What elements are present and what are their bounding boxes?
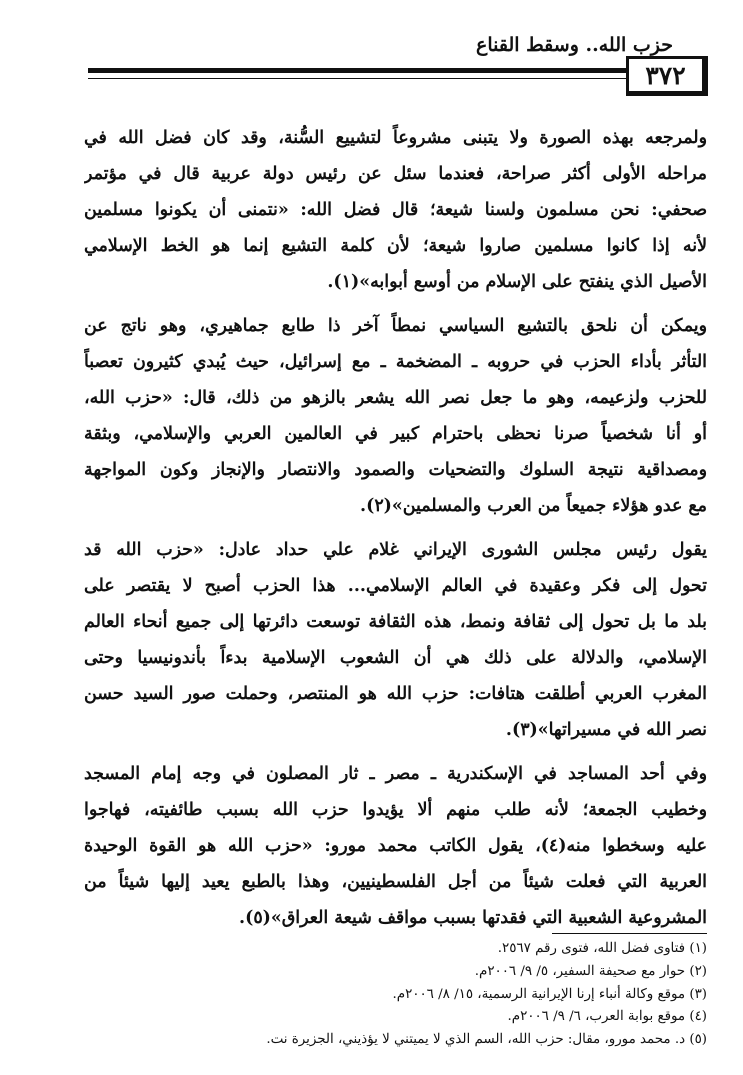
text-line: أو أنا شخصياً صرنا نحظى باحترام كبير في العالمين العربي والإسلامي، وبثقة bbox=[84, 424, 707, 444]
footnote: (١) فتاوى فضل الله، فتوى رقم ٢٥٦٧. bbox=[497, 941, 707, 956]
text-line: بلد ما بل تحول إلى ثقافة ونمط، هذه الثقافة توسعت دائرتها إلى جميع أنحاء العالم bbox=[84, 612, 707, 632]
paragraph bbox=[84, 532, 707, 748]
text-line: ولمرجعه بهذه الصورة ولا يتبنى مشروعاً لتشييع السُّنة، وقد كان فضل الله في bbox=[84, 128, 707, 148]
text-line: للحزب ولزعيمه، وهو ما جعل نصر الله يشعر بالزهو من ذلك، قال: «حزب الله، bbox=[84, 388, 707, 408]
text-line: مع عدو هؤلاء جميعاً من العرب والمسلمين»(٢). bbox=[360, 496, 707, 516]
header-rule-thick bbox=[88, 68, 626, 73]
text-line: تحول إلى فكر وعقيدة في العالم الإسلامي... هذا الحزب أصبح لا يقتصر على bbox=[84, 576, 707, 596]
running-title: حزب الله.. وسقط القناع bbox=[475, 34, 673, 56]
paragraph bbox=[84, 120, 707, 300]
text-line: نصر الله في مسيراتها»(٣). bbox=[505, 720, 707, 740]
footnote: (٥) د. محمد مورو، مقال: حزب الله، السم الذي لا يميتني لا يؤذيني، الجزيرة نت. bbox=[266, 1032, 707, 1048]
text-line: وفي أحد المساجد في الإسكندرية ـ مصر ـ ثار المصلون في وجه إمام المسجد bbox=[84, 764, 707, 784]
text-line: ويمكن أن نلحق بالتشيع السياسي نمطاً آخر ذا طابع جماهيري، وهو ناتج عن bbox=[84, 316, 707, 336]
footnote: (٢) حوار مع صحيفة السفير، ٥/ ٩/ ٢٠٠٦م. bbox=[474, 963, 707, 979]
text-line: لأنه إذا كانوا مسلمين صاروا شيعة؛ لأن كلمة التشيع إنما هو الخط الإسلامي bbox=[84, 236, 707, 256]
footnotes bbox=[150, 938, 707, 1052]
text-line: يقول رئيس مجلس الشورى الإيراني غلام علي حداد عادل: «حزب الله قد bbox=[84, 540, 707, 560]
text-line: الإسلامي، والدلالة على ذلك هي أن الشعوب الإسلامية بدءاً بأندونيسيا وحتى bbox=[84, 648, 707, 668]
header-rule-thin bbox=[88, 78, 626, 79]
text-line: العربية التي فعلت شيئاً من أجل الفلسطينيين، وهذا بالطبع يعيد إليها شيئاً من bbox=[84, 872, 707, 892]
text-line: صحفي: نحن مسلمون ولسنا شيعة؛ قال فضل الله: «نتمنى أن يكونوا مسلمين bbox=[84, 200, 707, 220]
text-line: المشروعية الشعبية التي فقدتها بسبب مواقف شيعة العراق»(٥). bbox=[239, 908, 707, 928]
footnote: (٣) موقع وكالة أنباء إرنا الإيرانية الرسمية، ١٥/ ٨/ ٢٠٠٦م. bbox=[392, 986, 707, 1002]
text-line: ومصداقية نتيجة السلوك والتضحيات والصمود والانتصار والإنجاز وكون المواجهة bbox=[84, 460, 707, 480]
page-number: ٣٧٢ bbox=[626, 56, 708, 96]
body-text bbox=[84, 120, 707, 936]
footnote-rule bbox=[552, 933, 707, 934]
paragraph bbox=[84, 756, 707, 936]
text-line: التأثر بأداء الحزب في حروبه ـ المضخمة ـ مع إسرائيل، حيث يُبدي كثيرون تعصباً bbox=[84, 352, 707, 372]
text-line: الأصيل الذي ينفتح على الإسلام من أوسع أبوابه»(١). bbox=[327, 272, 707, 292]
text-line: عليه وسخطوا منه(٤)، يقول الكاتب محمد مورو: «حزب الله هو القوة الوحيدة bbox=[84, 836, 707, 856]
footnote: (٤) موقع بوابة العرب، ٦/ ٩/ ٢٠٠٦م. bbox=[507, 1009, 707, 1025]
text-line: مراحله الأولى أكثر صراحة، فعندما سئل عن رئيس دولة عربية قال في مؤتمر bbox=[84, 164, 707, 184]
paragraph bbox=[84, 308, 707, 524]
text-line: المغرب العربي أطلقت هتافات: حزب الله هو المنتصر، وحملت صور السيد حسن bbox=[84, 684, 707, 704]
text-line: وخطيب الجمعة؛ لأنه طلب منهم ألا يؤيدوا حزب الله بسبب طائفيته، فهاجوا bbox=[84, 800, 707, 820]
